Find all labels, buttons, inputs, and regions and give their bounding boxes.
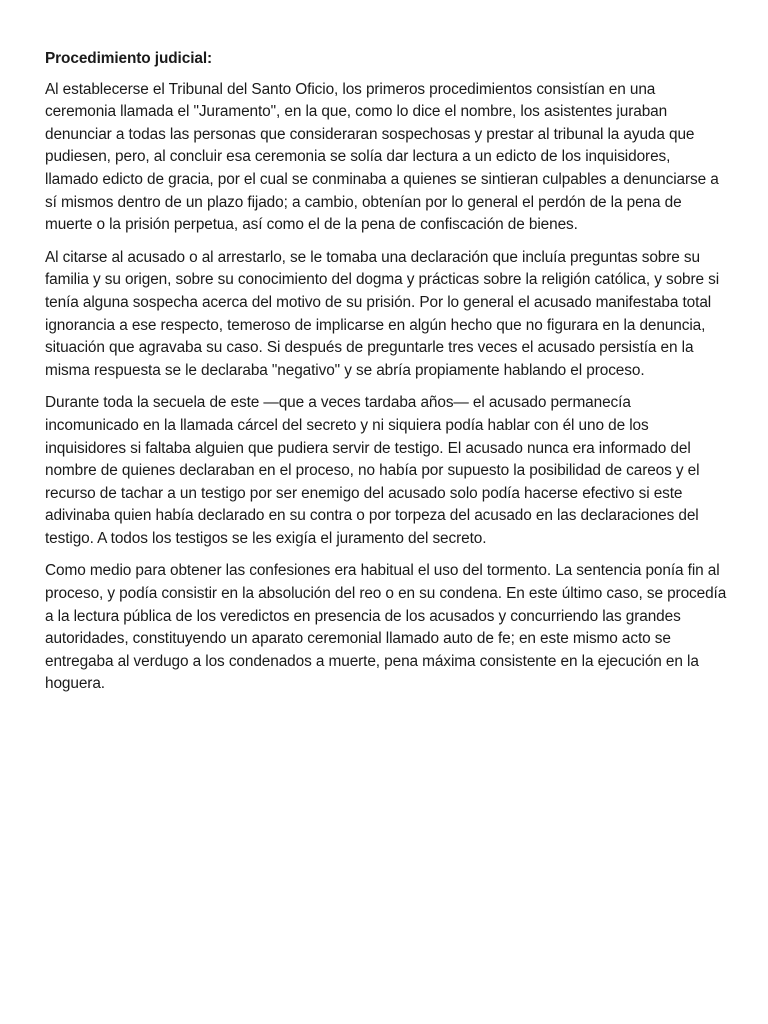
paragraph-tormento: Como medio para obtener las confesiones era habitual el uso del tormento. La sentencia ponía fin al proceso, y podía consistir en la absolución del reo o en su condena. En este último caso, se procedía a la lectura pública de los veredictos en presencia de los acusados y concurriendo las grandes autoridades, constituyendo un aparato ceremonial llamado auto de fe; en este mismo acto se entregaba al verdugo a los condenados a muerte, pena máxima consistente en la ejecución en la hoguera. bbox=[45, 562, 727, 693]
paragraph-juramento: Al establecerse el Tribunal del Santo Oficio, los primeros procedimientos consistían en una ceremonia llamada el "Juramento", en la que, como lo dice el nombre, los asistentes juraban denunciar a todas las personas que consideraran sospechosas y prestar al tribunal la ayuda que pudiesen, pero, al concluir esa ceremonia se solía dar lectura a un edicto de los inquisidores, llamado edicto de gracia, por el cual se conminaba a quienes se sintieran culpables a denunciarse a sí mismos dentro de un plazo fijado; a cambio, obtenían por lo general el perdón de la pena de muerte o la prisión perpetua, así como el de la pena de confiscación de bienes. bbox=[45, 80, 719, 234]
paragraph-declaracion: Al citarse al acusado o al arrestarlo, se le tomaba una declaración que incluía preguntas sobre su familia y su origen, sobre su conocimiento del dogma y prácticas sobre la religión católica, y sobre si tenía alguna sospecha acerca del motivo de su prisión. Por lo general el acusado manifestaba total ignorancia a ese respecto, temeroso de implicarse en algún hecho que no figurara en la denuncia, situación que agravaba su caso. Si después de preguntarle tres veces el acusado persistía en la misma respuesta se le declaraba "negativo" y se abría propiamente hablando el proceso. bbox=[45, 248, 720, 379]
section-heading: Procedimiento judicial: bbox=[45, 50, 213, 67]
document-page bbox=[45, 48, 727, 706]
paragraph-secuela: Durante toda la secuela de este —que a veces tardaba años— el acusado permanecía incomunicado en la llamada cárcel del secreto y ni siquiera podía hablar con él uno de los inquisidores si faltaba alguien que pudiera servir de testigo. El acusado nunca era informado del nombre de quienes declaraban en el proceso, no había por supuesto la posibilidad de careos y el recurso de tachar a un testigo por ser enemigo del acusado solo podía hacerse efectivo si este adivinaba quien había declarado en su contra o por torpeza del acusado en las declaraciones del testigo. A todos los testigos se les exigía el juramento del secreto. bbox=[45, 394, 700, 547]
